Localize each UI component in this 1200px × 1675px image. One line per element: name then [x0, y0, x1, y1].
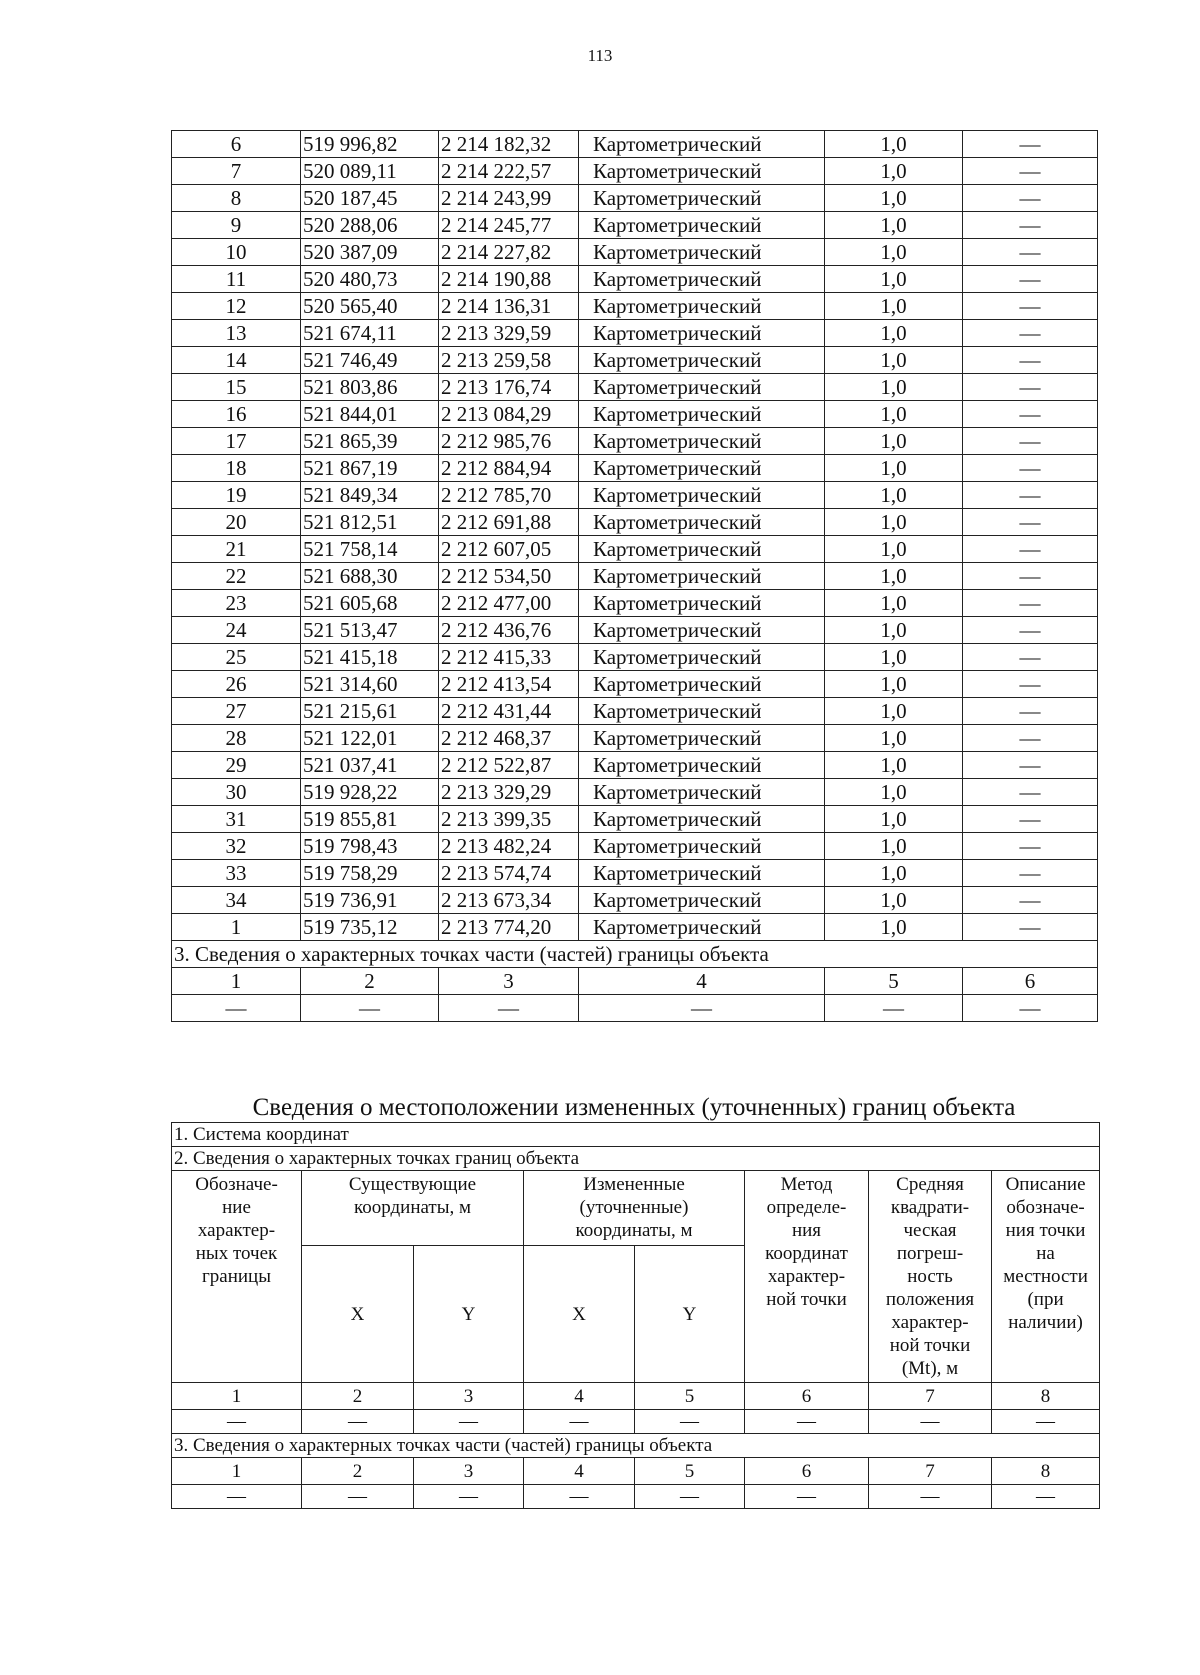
table-row	[172, 833, 1098, 860]
point-number-cell: 27	[172, 698, 301, 725]
description-cell: —	[963, 914, 1098, 941]
coord-x-cell: 521 849,34	[301, 482, 439, 509]
coord-y-cell: 2 214 136,31	[439, 293, 579, 320]
column-number-cell: 6	[745, 1383, 869, 1410]
accuracy-cell: 1,0	[825, 536, 963, 563]
coord-x-cell: 519 736,91	[301, 887, 439, 914]
accuracy-cell: 1,0	[825, 887, 963, 914]
coord-y-cell: 2 213 176,74	[439, 374, 579, 401]
description-cell: —	[963, 320, 1098, 347]
parts-section-label: 3. Сведения о характерных точках части (частей) границы объекта	[172, 1434, 1100, 1458]
column-number-cell: 6	[745, 1458, 869, 1485]
column-number-cell: 1	[172, 968, 301, 995]
dash-cell: —	[992, 1410, 1100, 1434]
point-number-cell: 19	[172, 482, 301, 509]
coord-y-cell: 2 213 329,29	[439, 779, 579, 806]
column-number-cell: 6	[963, 968, 1098, 995]
column-number-cell: 7	[869, 1383, 992, 1410]
column-number-cell: 3	[414, 1383, 524, 1410]
coord-y-cell: 2 213 084,29	[439, 401, 579, 428]
description-cell: —	[963, 374, 1098, 401]
coord-x-cell: 520 288,06	[301, 212, 439, 239]
method-cell: Картометрический	[579, 347, 825, 374]
accuracy-cell: 1,0	[825, 617, 963, 644]
coord-y-cell: 2 213 774,20	[439, 914, 579, 941]
point-number-cell: 32	[172, 833, 301, 860]
table-row	[172, 158, 1098, 185]
description-cell: —	[963, 887, 1098, 914]
dash-cell: —	[579, 995, 825, 1022]
accuracy-cell: 1,0	[825, 266, 963, 293]
coord-y-cell: 2 212 785,70	[439, 482, 579, 509]
coord-y-cell: 2 212 468,37	[439, 725, 579, 752]
point-number-cell: 23	[172, 590, 301, 617]
description-cell: —	[963, 779, 1098, 806]
table-row	[172, 239, 1098, 266]
description-cell: —	[963, 185, 1098, 212]
header-existing-coords: Существующие координаты, м	[302, 1171, 524, 1246]
description-cell: —	[963, 293, 1098, 320]
coord-x-cell: 520 089,11	[301, 158, 439, 185]
accuracy-cell: 1,0	[825, 752, 963, 779]
accuracy-cell: 1,0	[825, 428, 963, 455]
method-cell: Картометрический	[579, 239, 825, 266]
table-row	[172, 995, 1098, 1022]
point-number-cell: 10	[172, 239, 301, 266]
method-cell: Картометрический	[579, 806, 825, 833]
point-number-cell: 20	[172, 509, 301, 536]
dash-cell: —	[745, 1410, 869, 1434]
method-cell: Картометрический	[579, 509, 825, 536]
accuracy-cell: 1,0	[825, 482, 963, 509]
column-numbers-row	[172, 1458, 1100, 1485]
coord-y-cell: 2 212 884,94	[439, 455, 579, 482]
table-row	[172, 293, 1098, 320]
accuracy-cell: 1,0	[825, 671, 963, 698]
method-cell: Картометрический	[579, 320, 825, 347]
description-cell: —	[963, 860, 1098, 887]
point-number-cell: 28	[172, 725, 301, 752]
table-row	[172, 644, 1098, 671]
accuracy-cell: 1,0	[825, 590, 963, 617]
dash-cell: —	[635, 1410, 745, 1434]
method-cell: Картометрический	[579, 158, 825, 185]
dash-cell: —	[414, 1485, 524, 1509]
accuracy-cell: 1,0	[825, 455, 963, 482]
accuracy-cell: 1,0	[825, 644, 963, 671]
description-cell: —	[963, 698, 1098, 725]
description-cell: —	[963, 158, 1098, 185]
column-number-cell: 4	[579, 968, 825, 995]
description-cell: —	[963, 509, 1098, 536]
accuracy-cell: 1,0	[825, 914, 963, 941]
table-row	[172, 1485, 1100, 1509]
table-row	[172, 455, 1098, 482]
description-cell: —	[963, 239, 1098, 266]
accuracy-cell: 1,0	[825, 806, 963, 833]
method-cell: Картометрический	[579, 914, 825, 941]
dash-cell: —	[524, 1485, 635, 1509]
column-number-cell: 2	[302, 1383, 414, 1410]
coord-x-cell: 519 996,82	[301, 131, 439, 158]
table-row	[172, 671, 1098, 698]
coord-x-cell: 521 844,01	[301, 401, 439, 428]
column-number-cell: 2	[302, 1458, 414, 1485]
coord-x-cell: 519 798,43	[301, 833, 439, 860]
coord-y-cell: 2 213 259,58	[439, 347, 579, 374]
table-row	[172, 887, 1098, 914]
dash-cell: —	[439, 995, 579, 1022]
description-cell: —	[963, 671, 1098, 698]
table-row	[172, 212, 1098, 239]
dash-cell: —	[992, 1485, 1100, 1509]
method-cell: Картометрический	[579, 131, 825, 158]
table-row	[172, 131, 1098, 158]
point-number-cell: 8	[172, 185, 301, 212]
table-row	[172, 1123, 1100, 1147]
column-number-cell: 4	[524, 1458, 635, 1485]
coord-y-cell: 2 212 534,50	[439, 563, 579, 590]
method-cell: Картометрический	[579, 293, 825, 320]
section-title: Сведения о местоположении измененных (уточненных) границ объекта	[252, 1094, 1016, 1121]
method-cell: Картометрический	[579, 482, 825, 509]
coord-x-cell: 521 037,41	[301, 752, 439, 779]
coord-y-cell: 2 213 673,34	[439, 887, 579, 914]
method-cell: Картометрический	[579, 725, 825, 752]
coord-x-cell: 521 812,51	[301, 509, 439, 536]
dash-cell: —	[869, 1485, 992, 1509]
point-number-cell: 14	[172, 347, 301, 374]
table-row	[172, 428, 1098, 455]
point-number-cell: 34	[172, 887, 301, 914]
description-cell: —	[963, 644, 1098, 671]
table-row	[172, 914, 1098, 941]
coord-y-cell: 2 214 222,57	[439, 158, 579, 185]
accuracy-cell: 1,0	[825, 293, 963, 320]
dash-cell: —	[745, 1485, 869, 1509]
point-number-cell: 18	[172, 455, 301, 482]
method-cell: Картометрический	[579, 698, 825, 725]
coord-x-cell: 519 928,22	[301, 779, 439, 806]
coord-x-cell: 521 758,14	[301, 536, 439, 563]
table-row	[172, 347, 1098, 374]
coord-y-cell: 2 212 607,05	[439, 536, 579, 563]
accuracy-cell: 1,0	[825, 698, 963, 725]
points-section-label: 2. Сведения о характерных точках границ объекта	[172, 1147, 1100, 1171]
method-cell: Картометрический	[579, 833, 825, 860]
point-number-cell: 12	[172, 293, 301, 320]
accuracy-cell: 1,0	[825, 833, 963, 860]
table-row	[172, 1434, 1100, 1458]
point-number-cell: 30	[172, 779, 301, 806]
table-row	[172, 1410, 1100, 1434]
accuracy-cell: 1,0	[825, 374, 963, 401]
column-number-cell: 1	[172, 1458, 302, 1485]
point-number-cell: 16	[172, 401, 301, 428]
table-row	[172, 698, 1098, 725]
dash-cell: —	[635, 1485, 745, 1509]
page-number: 113	[587, 46, 613, 65]
coord-x-cell: 519 855,81	[301, 806, 439, 833]
table-row	[172, 752, 1098, 779]
coord-x-cell: 521 215,61	[301, 698, 439, 725]
coord-x-cell: 521 688,30	[301, 563, 439, 590]
accuracy-cell: 1,0	[825, 212, 963, 239]
method-cell: Картометрический	[579, 860, 825, 887]
coord-y-cell: 2 214 243,99	[439, 185, 579, 212]
method-cell: Картометрический	[579, 401, 825, 428]
changed-boundaries-table	[171, 1122, 1100, 1509]
dash-cell: —	[869, 1410, 992, 1434]
description-cell: —	[963, 833, 1098, 860]
table-row	[172, 779, 1098, 806]
dash-cell: —	[414, 1410, 524, 1434]
description-cell: —	[963, 428, 1098, 455]
point-number-cell: 7	[172, 158, 301, 185]
dash-cell: —	[301, 995, 439, 1022]
dash-cell: —	[825, 995, 963, 1022]
method-cell: Картометрический	[579, 590, 825, 617]
dash-cell: —	[302, 1485, 414, 1509]
accuracy-cell: 1,0	[825, 320, 963, 347]
table-row	[172, 401, 1098, 428]
column-number-cell: 8	[992, 1383, 1100, 1410]
coord-y-cell: 2 212 415,33	[439, 644, 579, 671]
parts-section-label: 3. Сведения о характерных точках части (частей) границы объекта	[172, 941, 1098, 968]
point-number-cell: 6	[172, 131, 301, 158]
method-cell: Картометрический	[579, 212, 825, 239]
table-row	[172, 266, 1098, 293]
accuracy-cell: 1,0	[825, 779, 963, 806]
column-number-cell: 5	[635, 1458, 745, 1485]
table-row	[172, 482, 1098, 509]
table-row	[172, 563, 1098, 590]
coord-y-cell: 2 212 431,44	[439, 698, 579, 725]
coordinate-system-label: 1. Система координат	[172, 1123, 1100, 1147]
column-number-cell: 4	[524, 1383, 635, 1410]
point-number-cell: 31	[172, 806, 301, 833]
table-row	[172, 725, 1098, 752]
coordinates-table-body	[172, 131, 1098, 1022]
coord-y-cell: 2 213 574,74	[439, 860, 579, 887]
accuracy-cell: 1,0	[825, 239, 963, 266]
coord-x-cell: 519 735,12	[301, 914, 439, 941]
dash-cell: —	[963, 995, 1098, 1022]
point-number-cell: 17	[172, 428, 301, 455]
coord-x-cell: 521 605,68	[301, 590, 439, 617]
coord-y-cell: 2 212 985,76	[439, 428, 579, 455]
header-changed-x: X	[524, 1246, 635, 1383]
method-cell: Картометрический	[579, 779, 825, 806]
coord-x-cell: 521 674,11	[301, 320, 439, 347]
method-cell: Картометрический	[579, 617, 825, 644]
coord-x-cell: 521 746,49	[301, 347, 439, 374]
coord-y-cell: 2 212 691,88	[439, 509, 579, 536]
description-cell: —	[963, 563, 1098, 590]
method-cell: Картометрический	[579, 428, 825, 455]
description-cell: —	[963, 617, 1098, 644]
method-cell: Картометрический	[579, 887, 825, 914]
coord-x-cell: 521 867,19	[301, 455, 439, 482]
coord-x-cell: 521 865,39	[301, 428, 439, 455]
point-number-cell: 11	[172, 266, 301, 293]
description-cell: —	[963, 806, 1098, 833]
method-cell: Картометрический	[579, 455, 825, 482]
coord-x-cell: 520 565,40	[301, 293, 439, 320]
accuracy-cell: 1,0	[825, 860, 963, 887]
description-cell: —	[963, 347, 1098, 374]
method-cell: Картометрический	[579, 671, 825, 698]
description-cell: —	[963, 482, 1098, 509]
table-header-row	[172, 1171, 1100, 1246]
method-cell: Картометрический	[579, 563, 825, 590]
coord-y-cell: 2 214 227,82	[439, 239, 579, 266]
description-cell: —	[963, 590, 1098, 617]
header-description: Описание обозначе- ния точки на местности (при наличии)	[992, 1171, 1100, 1383]
method-cell: Картометрический	[579, 752, 825, 779]
point-number-cell: 25	[172, 644, 301, 671]
coord-x-cell: 521 415,18	[301, 644, 439, 671]
dash-cell: —	[524, 1410, 635, 1434]
coord-x-cell: 520 480,73	[301, 266, 439, 293]
coord-y-cell: 2 213 399,35	[439, 806, 579, 833]
coord-y-cell: 2 213 482,24	[439, 833, 579, 860]
method-cell: Картометрический	[579, 374, 825, 401]
coord-x-cell: 521 513,47	[301, 617, 439, 644]
header-method: Метод определе- ния координат характер- ной точки	[745, 1171, 869, 1383]
dash-cell: —	[172, 1485, 302, 1509]
table-row	[172, 941, 1098, 968]
point-number-cell: 22	[172, 563, 301, 590]
accuracy-cell: 1,0	[825, 401, 963, 428]
column-number-cell: 3	[414, 1458, 524, 1485]
coord-x-cell: 521 314,60	[301, 671, 439, 698]
coord-y-cell: 2 212 522,87	[439, 752, 579, 779]
table-row	[172, 320, 1098, 347]
method-cell: Картометрический	[579, 644, 825, 671]
accuracy-cell: 1,0	[825, 509, 963, 536]
table-row	[172, 806, 1098, 833]
column-number-cell: 1	[172, 1383, 302, 1410]
column-number-cell: 8	[992, 1458, 1100, 1485]
header-existing-x: X	[302, 1246, 414, 1383]
table-row	[172, 509, 1098, 536]
description-cell: —	[963, 266, 1098, 293]
column-number-cell: 3	[439, 968, 579, 995]
column-number-cell: 5	[825, 968, 963, 995]
description-cell: —	[963, 131, 1098, 158]
table-row	[172, 536, 1098, 563]
description-cell: —	[963, 455, 1098, 482]
coord-y-cell: 2 213 329,59	[439, 320, 579, 347]
header-designation: Обозначе- ние характер- ных точек границы	[172, 1171, 302, 1383]
point-number-cell: 15	[172, 374, 301, 401]
coord-y-cell: 2 214 190,88	[439, 266, 579, 293]
description-cell: —	[963, 536, 1098, 563]
point-number-cell: 24	[172, 617, 301, 644]
description-cell: —	[963, 752, 1098, 779]
point-number-cell: 29	[172, 752, 301, 779]
column-number-cell: 7	[869, 1458, 992, 1485]
dash-cell: —	[302, 1410, 414, 1434]
method-cell: Картометрический	[579, 266, 825, 293]
point-number-cell: 21	[172, 536, 301, 563]
table-row	[172, 968, 1098, 995]
coord-y-cell: 2 212 477,00	[439, 590, 579, 617]
point-number-cell: 9	[172, 212, 301, 239]
column-number-cell: 2	[301, 968, 439, 995]
coord-x-cell: 520 387,09	[301, 239, 439, 266]
coord-y-cell: 2 214 182,32	[439, 131, 579, 158]
coord-y-cell: 2 214 245,77	[439, 212, 579, 239]
coordinates-table	[171, 130, 1098, 1022]
accuracy-cell: 1,0	[825, 725, 963, 752]
method-cell: Картометрический	[579, 536, 825, 563]
column-numbers-row	[172, 1383, 1100, 1410]
point-number-cell: 26	[172, 671, 301, 698]
header-changed-y: Y	[635, 1246, 745, 1383]
table-row	[172, 1147, 1100, 1171]
table-row	[172, 617, 1098, 644]
point-number-cell: 33	[172, 860, 301, 887]
accuracy-cell: 1,0	[825, 185, 963, 212]
description-cell: —	[963, 401, 1098, 428]
method-cell: Картометрический	[579, 185, 825, 212]
description-cell: —	[963, 212, 1098, 239]
table-row	[172, 374, 1098, 401]
accuracy-cell: 1,0	[825, 347, 963, 374]
coord-x-cell: 520 187,45	[301, 185, 439, 212]
coord-y-cell: 2 212 436,76	[439, 617, 579, 644]
dash-cell: —	[172, 995, 301, 1022]
header-changed-coords: Измененные (уточненные) координаты, м	[524, 1171, 745, 1246]
table-row	[172, 860, 1098, 887]
coord-x-cell: 519 758,29	[301, 860, 439, 887]
header-error: Средняя квадрати- ческая погреш- ность положения характер- ной точки (Mt), м	[869, 1171, 992, 1383]
table-row	[172, 185, 1098, 212]
point-number-cell: 1	[172, 914, 301, 941]
coord-y-cell: 2 212 413,54	[439, 671, 579, 698]
accuracy-cell: 1,0	[825, 158, 963, 185]
table-row	[172, 590, 1098, 617]
header-existing-y: Y	[414, 1246, 524, 1383]
dash-cell: —	[172, 1410, 302, 1434]
column-number-cell: 5	[635, 1383, 745, 1410]
coord-x-cell: 521 803,86	[301, 374, 439, 401]
point-number-cell: 13	[172, 320, 301, 347]
accuracy-cell: 1,0	[825, 563, 963, 590]
accuracy-cell: 1,0	[825, 131, 963, 158]
coord-x-cell: 521 122,01	[301, 725, 439, 752]
description-cell: —	[963, 725, 1098, 752]
